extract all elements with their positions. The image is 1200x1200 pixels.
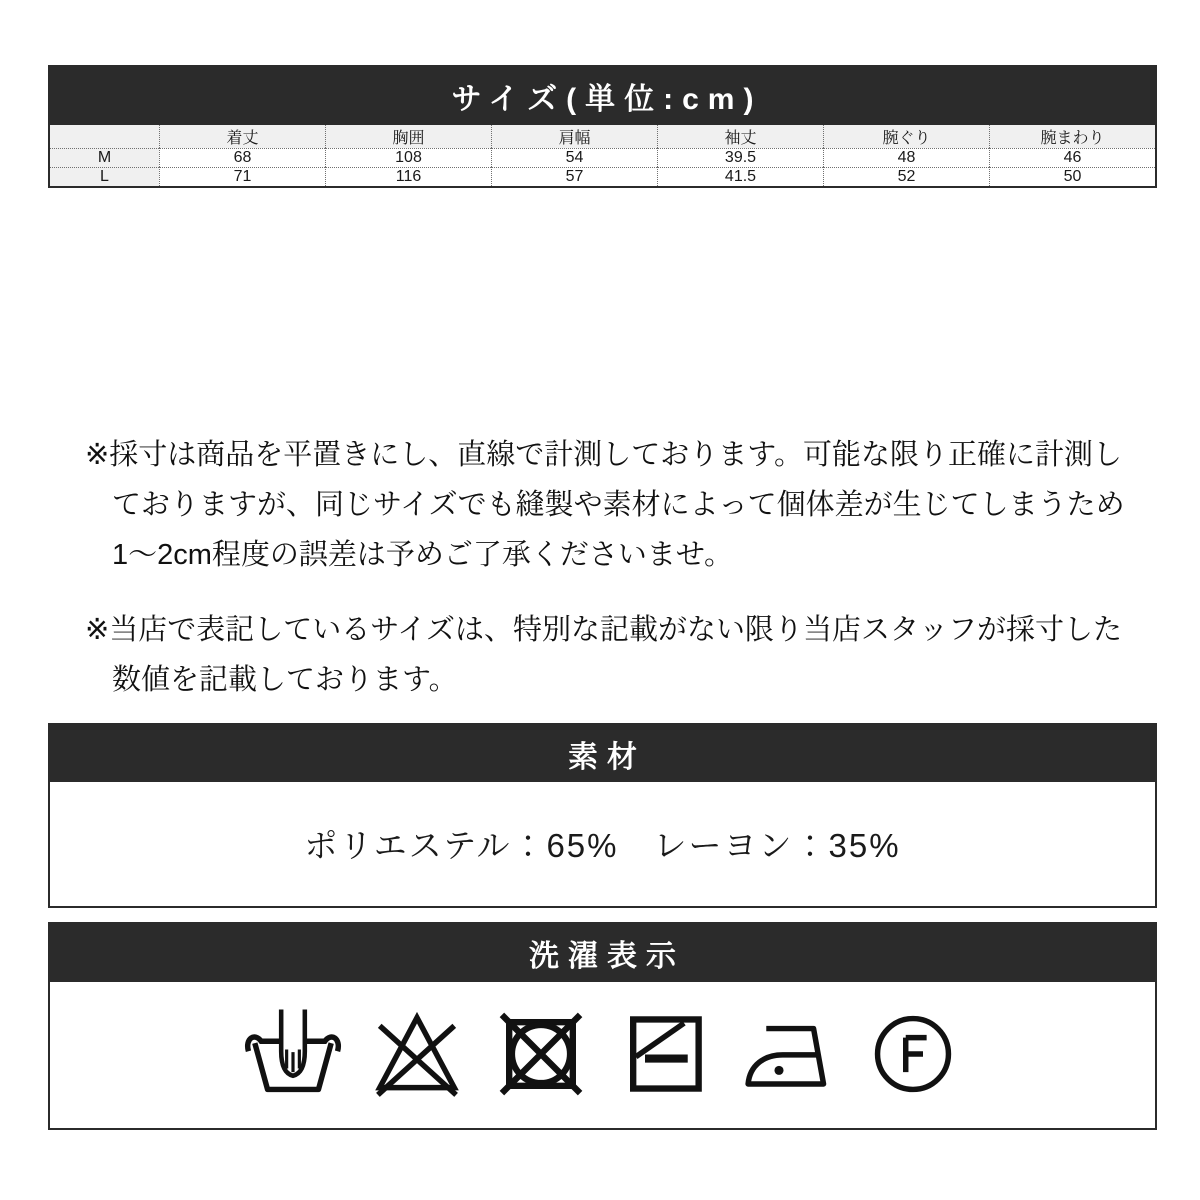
material-title: 素材 — [568, 740, 646, 774]
washing-section — [48, 922, 1157, 1130]
dry-clean-petroleum-solvent-icon — [863, 1002, 963, 1106]
column-header-arm-circumference: 腕まわり — [989, 125, 1155, 148]
value-cell: 71 — [159, 167, 325, 186]
note-line: 数値を記載しております。 — [112, 664, 458, 696]
size-table-title-bar — [50, 67, 1155, 125]
size-table-title: サイズ(単位:cm) — [451, 83, 763, 116]
column-header-chest: 胸囲 — [325, 125, 491, 148]
measurement-note — [85, 430, 1125, 580]
column-header-shoulder: 肩幅 — [491, 125, 657, 148]
iron-low-heat-icon — [739, 1002, 839, 1106]
washing-title-bar — [50, 924, 1155, 982]
corner-cell — [50, 125, 159, 148]
hand-wash-icon — [243, 1002, 343, 1106]
do-not-tumble-dry-icon — [491, 1002, 591, 1106]
value-cell: 54 — [491, 148, 657, 167]
note-line: ※当店で表記しているサイズは、特別な記載がない限り当店スタッフが採寸した — [85, 614, 1122, 646]
do-not-bleach-icon — [367, 1002, 467, 1106]
material-section — [48, 723, 1157, 908]
value-cell: 46 — [989, 148, 1155, 167]
note-line: 1〜2cm程度の誤差は予めご了承くださいませ。 — [112, 539, 734, 571]
size-row-label-m: M — [50, 148, 159, 167]
value-cell: 68 — [159, 148, 325, 167]
value-cell: 39.5 — [657, 148, 823, 167]
staff-measured-note — [85, 605, 1122, 705]
washing-title: 洗濯表示 — [529, 940, 685, 973]
flat-dry-in-shade-icon — [615, 1002, 715, 1106]
note-line: ておりますが、同じサイズでも縫製や素材によって個体差が生じてしまうため — [112, 489, 1125, 521]
value-cell: 50 — [989, 167, 1155, 186]
size-table-section — [48, 65, 1157, 188]
value-cell: 41.5 — [657, 167, 823, 186]
column-header-length: 着丈 — [159, 125, 325, 148]
column-header-sleeve: 袖丈 — [657, 125, 823, 148]
size-table — [50, 125, 1155, 186]
value-cell: 108 — [325, 148, 491, 167]
note-line: ※採寸は商品を平置きにし、直線で計測しております。可能な限り正確に計測し — [85, 439, 1122, 471]
value-cell: 48 — [823, 148, 989, 167]
size-row-label-l: L — [50, 167, 159, 186]
column-header-armhole: 腕ぐり — [823, 125, 989, 148]
material-composition: ポリエステル：65% レーヨン：35% — [304, 826, 901, 864]
value-cell: 57 — [491, 167, 657, 186]
value-cell: 52 — [823, 167, 989, 186]
value-cell: 116 — [325, 167, 491, 186]
material-title-bar — [50, 725, 1155, 782]
care-symbols-row — [50, 982, 1155, 1126]
